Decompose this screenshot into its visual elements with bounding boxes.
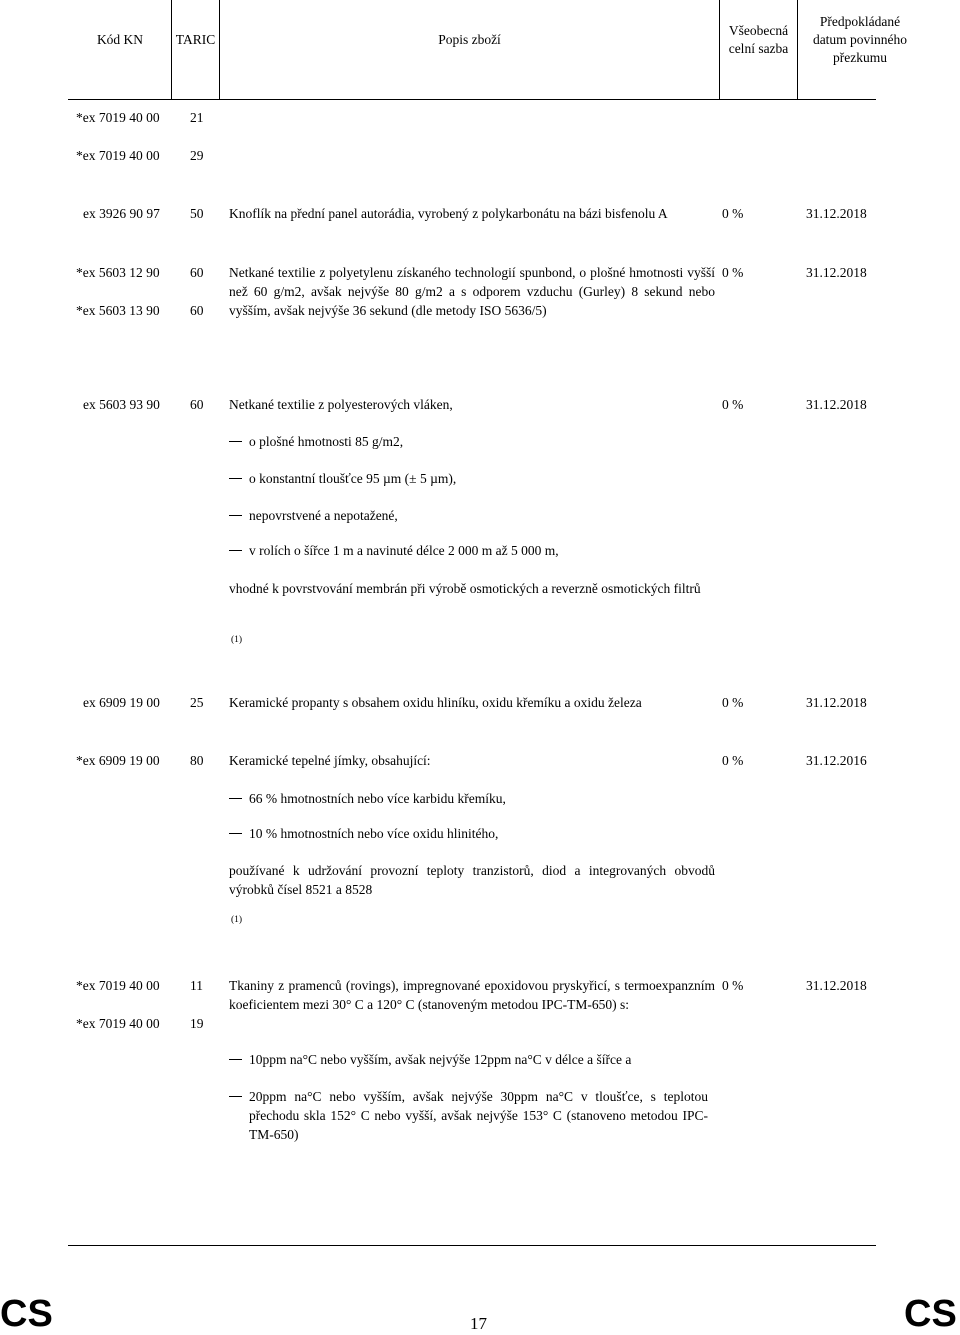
header-datum-line1: Předpokládané <box>819 14 901 29</box>
list-item: o plošné hmotnosti 85 g/m2, <box>249 434 404 449</box>
list-dash <box>229 798 242 799</box>
list-item: 66 % hmotnostních nebo více karbidu křemíku, <box>249 791 506 806</box>
list-dash <box>229 515 242 516</box>
page-number: 17 <box>470 1314 487 1333</box>
description-tail: používané k udržování provozní teploty tranzistorů, diod a integrovaných obvodů výrobků čísel 8521 a 8528 <box>229 863 715 897</box>
header-datum-prezkumu <box>798 13 922 67</box>
taric-code-secondary: 60 <box>190 303 204 318</box>
review-date: 31.12.2018 <box>806 397 867 412</box>
header-celni-sazba-line2: celní sazba <box>728 41 789 56</box>
review-date: 31.12.2018 <box>806 265 867 280</box>
taric-code: 60 <box>190 397 204 412</box>
cn-code-secondary: *ex 5603 13 90 <box>76 303 160 318</box>
taric-code: 21 <box>190 110 204 125</box>
header-celni-sazba <box>720 22 797 58</box>
column-divider <box>171 0 172 100</box>
taric-code: 60 <box>190 265 204 280</box>
cn-code: *ex 5603 12 90 <box>76 265 160 280</box>
list-item: o konstantní tloušťce 95 µm (± 5 µm), <box>249 471 457 486</box>
review-date: 31.12.2018 <box>806 978 867 993</box>
goods-description: Netkané textilie z polyetylenu získaného technologií spunbond, o plošné hmotnosti vyšší než 60 g/m2, avšak nejvýše 80 g/m2 a s odporem vzduchu (Gurley) 8 sekund nebo vyšším, avšak nejvýše 36 sekund (dle metody ISO 5636/5) <box>229 265 715 318</box>
goods-description: Tkaniny z pramenců (rovings), impregnované epoxidovou pryskyřicí, s termoexpanzním koeficientem mezi 30° C a 120° C (stanoveným metodou IPC-TM-650) s: <box>229 978 715 1012</box>
table-bottom-border <box>68 1245 876 1246</box>
duty-rate: 0 % <box>722 397 744 412</box>
taric-code: 29 <box>190 148 204 163</box>
duty-rate: 0 % <box>722 978 744 993</box>
taric-code: 80 <box>190 753 204 768</box>
goods-description: Keramické tepelné jímky, obsahující: <box>229 753 431 768</box>
taric-code-secondary: 19 <box>190 1016 204 1031</box>
taric-code: 11 <box>190 978 203 993</box>
table-header-bottom-border <box>68 99 876 100</box>
cn-code: ex 3926 90 97 <box>83 206 160 221</box>
column-divider <box>219 0 220 100</box>
list-dash <box>229 441 242 442</box>
cn-code: *ex 7019 40 00 <box>76 110 160 125</box>
footnote-ref: (1) <box>231 635 243 645</box>
list-dash <box>229 1096 242 1097</box>
header-taric: TARIC <box>175 32 216 47</box>
header-celni-sazba-line1: Všeobecná <box>728 23 789 38</box>
review-date: 31.12.2018 <box>806 206 867 221</box>
cn-code: ex 5603 93 90 <box>83 397 160 412</box>
goods-description: Knoflík na přední panel autorádia, vyrobený z polykarbonátu na bázi bisfenolu A <box>229 206 668 221</box>
list-item: 10ppm na°C nebo vyšším, avšak nejvýše 12ppm na°C v délce a šířce a <box>249 1052 632 1067</box>
footnote-ref: (1) <box>231 915 243 925</box>
language-code-right: CS <box>904 1293 957 1335</box>
header-kod-kn: Kód KN <box>96 32 144 47</box>
header-popis-zbozi: Popis zboží <box>438 32 501 47</box>
duty-rate: 0 % <box>722 695 744 710</box>
list-dash <box>229 550 242 551</box>
list-item: nepovrstvené a nepotažené, <box>249 508 398 523</box>
duty-rate: 0 % <box>722 265 744 280</box>
goods-description: Netkané textilie z polyesterových vláken, <box>229 397 453 412</box>
goods-description: Keramické propanty s obsahem oxidu hliníku, oxidu křemíku a oxidu železa <box>229 695 642 710</box>
review-date: 31.12.2016 <box>806 753 867 768</box>
list-item: v rolích o šířce 1 m a navinuté délce 2 000 m až 5 000 m, <box>249 543 559 558</box>
header-datum-line2: datum povinného <box>812 32 908 47</box>
list-dash <box>229 1059 242 1060</box>
list-item: 10 % hmotnostních nebo více oxidu hlinitého, <box>249 826 499 841</box>
duty-rate: 0 % <box>722 206 744 221</box>
review-date: 31.12.2018 <box>806 695 867 710</box>
taric-code: 50 <box>190 206 204 221</box>
list-dash <box>229 833 242 834</box>
cn-code: *ex 6909 19 00 <box>76 753 160 768</box>
list-dash <box>229 478 242 479</box>
cn-code: ex 6909 19 00 <box>83 695 160 710</box>
list-item: 20ppm na°C nebo vyšším, avšak nejvýše 30ppm na°C v tloušťce, s teplotou přechodu skla 152° C nebo vyšší, avšak nejvýše 153° C (stanoveno metodou IPC-TM-650) <box>249 1089 708 1142</box>
cn-code: *ex 7019 40 00 <box>76 148 160 163</box>
cn-code: *ex 7019 40 00 <box>76 978 160 993</box>
taric-code: 25 <box>190 695 204 710</box>
duty-rate: 0 % <box>722 753 744 768</box>
header-datum-line3: přezkumu <box>833 50 887 65</box>
language-code-left: CS <box>0 1293 53 1335</box>
description-tail: vhodné k povrstvování membrán při výrobě osmotických a reverzně osmotických filtrů <box>229 581 701 596</box>
cn-code-secondary: *ex 7019 40 00 <box>76 1016 160 1031</box>
